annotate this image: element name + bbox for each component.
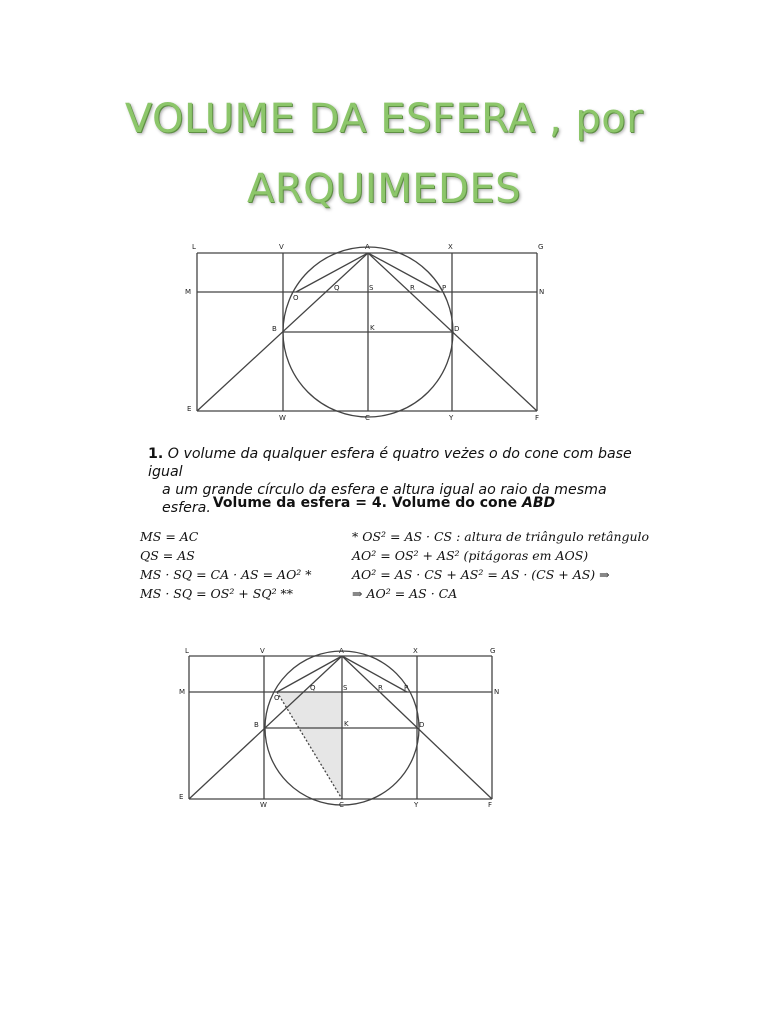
label-S: S — [343, 684, 348, 692]
label-N: N — [539, 288, 545, 296]
label-G: G — [538, 243, 544, 251]
equation: AO² = OS² + AS² (pitágoras em AOS) — [352, 548, 589, 563]
label-Y: Y — [449, 414, 454, 422]
label-P: P — [404, 684, 409, 692]
label-X: X — [413, 647, 418, 655]
label-W: W — [260, 801, 267, 809]
equation: MS · SQ = OS² + SQ² ** — [140, 586, 294, 601]
label-K: K — [344, 720, 349, 728]
label-F: F — [488, 801, 493, 809]
label-C: C — [365, 414, 370, 422]
label-C: C — [339, 801, 344, 809]
label-L: L — [185, 647, 189, 655]
label-A: A — [365, 243, 370, 251]
equation: QS = AS — [140, 548, 195, 563]
label-X: X — [448, 243, 453, 251]
equation: ⇒ AO² = AS · CA — [352, 586, 458, 601]
volume-relation — [0, 495, 768, 511]
label-P: P — [442, 284, 447, 292]
relation-left: Volume da esfera — [212, 495, 351, 511]
label-R: R — [378, 684, 383, 692]
archimedes-figure-1 — [180, 240, 550, 425]
equations-right — [352, 527, 649, 603]
page-title-line-2: ARQUIMEDES — [247, 166, 521, 212]
label-B: B — [254, 721, 259, 729]
label-V: V — [279, 243, 284, 251]
label-Q: Q — [334, 284, 340, 292]
label-E: E — [187, 405, 192, 413]
label-K: K — [370, 324, 375, 332]
label-L: L — [192, 243, 196, 251]
theorem-text-line-2: a um grande círculo da esfera e altura igual ao raio da mesma esfera. — [162, 482, 607, 516]
label-A: A — [339, 647, 344, 655]
label-S: S — [369, 284, 374, 292]
archimedes-figure-2 — [170, 645, 510, 815]
label-D: D — [454, 325, 460, 333]
page-title-line-1: VOLUME DA ESFERA , por — [124, 96, 644, 142]
label-N: N — [494, 688, 500, 696]
label-M: M — [179, 688, 186, 696]
label-G: G — [490, 647, 496, 655]
equations-left — [140, 527, 312, 603]
label-M: M — [185, 288, 192, 296]
label-R: R — [410, 284, 415, 292]
equation: MS · SQ = CA · AS = AO² * — [140, 567, 312, 582]
relation-cone-name: ABD — [522, 495, 556, 511]
label-O: O — [293, 294, 299, 302]
label-Q: Q — [310, 684, 316, 692]
label-Y: Y — [414, 801, 419, 809]
label-E: E — [179, 793, 184, 801]
theorem-number: 1. — [148, 446, 164, 462]
relation-equals: = — [355, 495, 367, 511]
label-B: B — [272, 325, 277, 333]
label-V: V — [260, 647, 265, 655]
theorem-text-line-1: O volume da qualquer esfera é quatro veżes o do cone com base igual — [148, 446, 632, 480]
label-O: O — [274, 694, 280, 702]
label-W: W — [279, 414, 286, 422]
equation: * OS² = AS · CS : altura de triângulo retângulo — [352, 529, 650, 544]
equation: MS = AC — [140, 529, 199, 544]
relation-right: 4. Volume do cone — [371, 495, 518, 511]
equation: AO² = AS · CS + AS² = AS · (CS + AS) ⇒ — [352, 567, 610, 582]
label-F: F — [535, 414, 540, 422]
label-D: D — [419, 721, 425, 729]
